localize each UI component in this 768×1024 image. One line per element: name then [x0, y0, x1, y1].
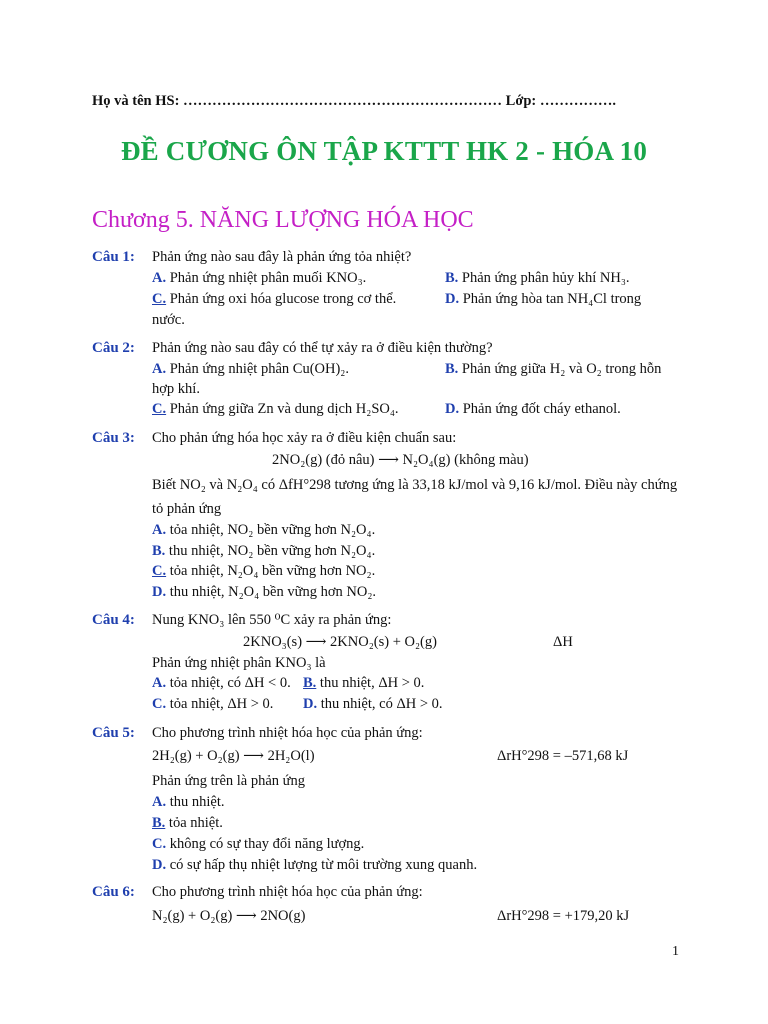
class-label: Lớp: ……………. [505, 93, 616, 109]
q4-option-b: B. thu nhiệt, ΔH > 0. [303, 675, 425, 691]
question-2-stem: Phản ứng nào sau đây có thể tự xảy ra ở điều kiện thường? [152, 340, 493, 356]
q4-equation: 2KNO₃(s) ⟶ 2KNO₂(s) + O₂(g) [243, 634, 437, 650]
document-title: ĐỀ CƯƠNG ÔN TẬP KTTT HK 2 - HÓA 10 [120, 136, 648, 166]
q2-option-a: A. Phản ứng nhiệt phân Cu(OH)₂. [152, 361, 349, 377]
q5-equation: 2H₂(g) + O₂(g) ⟶ 2H₂O(l) [152, 748, 315, 764]
q5-option-d: D. có sự hấp thụ nhiệt lượng từ môi trường xung quanh. [152, 857, 478, 873]
q5-option-b: B. tỏa nhiệt. [152, 815, 223, 831]
q1-option-b: B. Phản ứng phân hủy khí NH₃. [445, 270, 630, 286]
q1-option-d-continued: nước. [152, 312, 185, 328]
question-3-stem: Cho phản ứng hóa học xảy ra ở điều kiện chuẩn sau: [152, 430, 457, 446]
question-4-label: Câu 4: [92, 612, 135, 628]
q3-option-a: A. tỏa nhiệt, NO₂ bền vững hơn N₂O₄. [152, 522, 376, 538]
question-4-stem: Nung KNO₃ lên 550 ⁰C xảy ra phản ứng: [152, 612, 392, 628]
q2-option-d: D. Phản ứng đốt cháy ethanol. [445, 401, 621, 417]
q5-enthalpy-value: ΔrH°298 = –571,68 kJ [497, 748, 629, 764]
student-name-label: Họ và tên HS: ………………………………………………………… [92, 93, 503, 109]
chapter-heading: Chương 5. NĂNG LƯỢNG HÓA HỌC [92, 207, 474, 233]
question-5-label: Câu 5: [92, 725, 135, 741]
q1-option-c: C. Phản ứng oxi hóa glucose trong cơ thể. [152, 291, 397, 307]
question-6-label: Câu 6: [92, 884, 135, 900]
student-info-line [92, 93, 616, 110]
q4-question: Phản ứng nhiệt phân KNO₃ là [152, 655, 326, 671]
q1-option-a: A. Phản ứng nhiệt phân muối KNO₃. [152, 270, 367, 286]
page-number: 1 [672, 944, 679, 959]
q5-question: Phản ứng trên là phản ứng [152, 773, 306, 789]
question-3-label: Câu 3: [92, 430, 135, 446]
q6-enthalpy-value: ΔrH°298 = +179,20 kJ [497, 908, 630, 924]
q5-option-a: A. thu nhiệt. [152, 794, 225, 810]
q1-option-d: D. Phản ứng hòa tan NH₄Cl trong [445, 291, 642, 307]
q5-option-c: C. không có sự thay đổi năng lượng. [152, 836, 365, 852]
q3-option-b: B. thu nhiệt, NO₂ bền vững hơn N₂O₄. [152, 543, 376, 559]
q2-option-b: B. Phản ứng giữa H₂ và O₂ trong hỗn [445, 361, 662, 377]
question-5-stem: Cho phương trình nhiệt hóa học của phản ứng: [152, 725, 423, 741]
q3-option-c: C. tỏa nhiệt, N₂O₄ bền vững hơn NO₂. [152, 563, 376, 579]
q2-option-c: C. Phản ứng giữa Zn và dung dịch H₂SO₄. [152, 401, 399, 417]
question-6-stem: Cho phương trình nhiệt hóa học của phản ứng: [152, 884, 423, 900]
q3-equation: 2NO₂(g) (đỏ nâu) ⟶ N₂O₄(g) (không màu) [272, 452, 529, 468]
q3-info-line-2: tỏ phản ứng [152, 501, 222, 517]
q6-equation: N₂(g) + O₂(g) ⟶ 2NO(g) [152, 908, 306, 924]
question-1-stem: Phản ứng nào sau đây là phản ứng tỏa nhiệt? [152, 249, 412, 265]
q4-option-d: D. thu nhiệt, có ΔH > 0. [303, 696, 443, 712]
q4-enthalpy-symbol: ΔH [553, 634, 573, 650]
q4-option-c: C. tỏa nhiệt, ΔH > 0. [152, 696, 274, 712]
question-2-label: Câu 2: [92, 340, 135, 356]
q3-info-line-1: Biết NO₂ và N₂O₄ có ΔfH°298 tương ứng là 33,18 kJ/mol và 9,16 kJ/mol. Điều này chứng [152, 477, 678, 493]
question-1-label: Câu 1: [92, 249, 135, 265]
q4-option-a: A. tỏa nhiệt, có ΔH < 0. [152, 675, 291, 691]
q2-option-b-continued: hợp khí. [152, 381, 200, 397]
q3-option-d: D. thu nhiệt, N₂O₄ bền vững hơn NO₂. [152, 584, 377, 600]
